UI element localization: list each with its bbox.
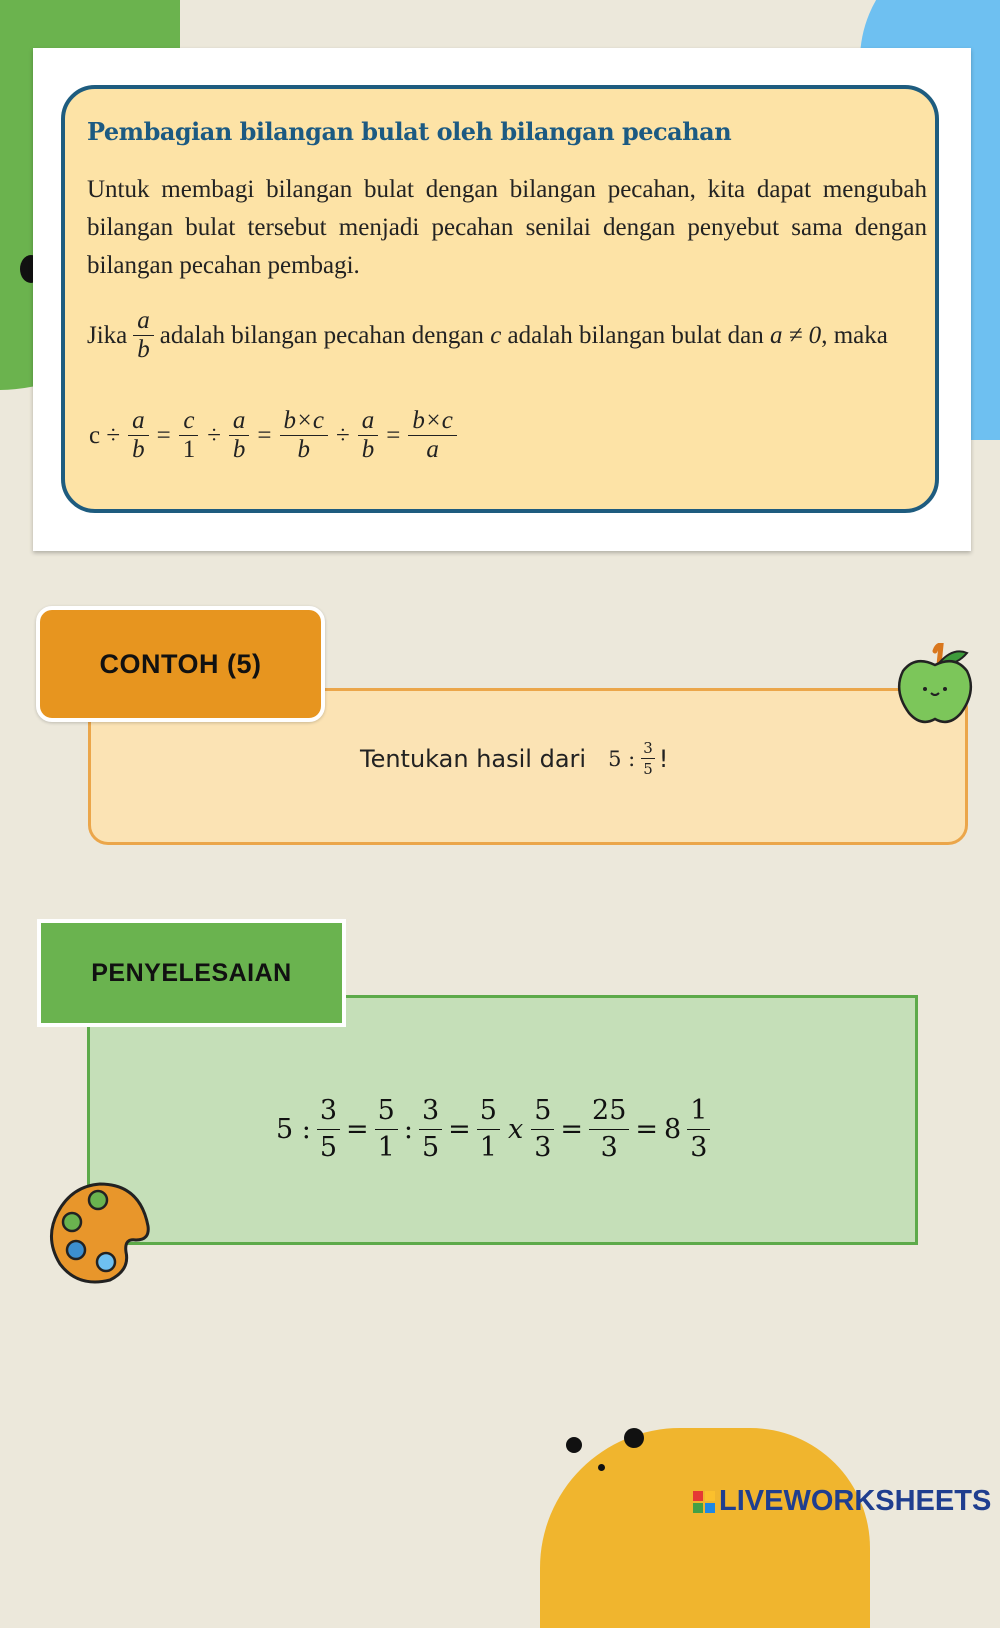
fraction [477, 1093, 500, 1166]
condition-text: adalah bilangan pecahan dengan [159, 321, 484, 349]
fraction-numerator: 5 [477, 1093, 500, 1130]
fraction-denominator: 1 [377, 1132, 395, 1163]
fraction [280, 407, 328, 464]
example-tab-label: CONTOH (5) [99, 648, 262, 679]
fraction [589, 1093, 629, 1166]
rule-formula [87, 407, 463, 464]
question-text: Tentukan hasil dari [360, 744, 587, 773]
rule-card [33, 48, 971, 551]
fraction-denominator: b [132, 436, 145, 463]
fraction-numerator: a [358, 407, 379, 436]
mixed-whole: 8 [664, 1114, 682, 1145]
equals-sign: = [386, 421, 401, 449]
fraction-denominator: 5 [643, 760, 653, 778]
fraction [229, 407, 250, 464]
fraction-denominator: b [137, 336, 150, 363]
equals-sign: = [257, 421, 272, 449]
example-tab [36, 606, 325, 722]
fraction-numerator: 1 [687, 1093, 710, 1130]
colon-sign: : [403, 1114, 413, 1145]
rule-paragraph: Untuk membagi bilangan bulat dengan bilangan pecahan, kita dapat mengubah bilangan bulat tersebut menjadi pecahan senilai dengan penyebut sama dengan bilangan pecahan pembagi. [87, 176, 927, 279]
paint-palette-icon [48, 1180, 152, 1286]
fraction [531, 1093, 554, 1166]
solution-equation [276, 1093, 716, 1166]
fraction-denominator: 5 [421, 1132, 440, 1163]
divide-sign: ÷ [207, 421, 221, 449]
jika-prefix: Jika [87, 321, 128, 349]
brand-watermark [693, 1485, 991, 1518]
question-end: ! [658, 744, 669, 773]
fraction-numerator: a [229, 407, 250, 436]
rule-box [61, 85, 939, 513]
background-dot [598, 1464, 605, 1471]
fraction-denominator: b [361, 436, 375, 463]
fraction-numerator: b×c [280, 407, 328, 436]
fraction [179, 407, 200, 464]
condition-inequality: a ≠ 0 [769, 321, 822, 349]
equals-sign: = [448, 1114, 471, 1145]
fraction [375, 1093, 398, 1166]
background-dot [566, 1437, 582, 1453]
rule-condition [87, 307, 888, 364]
fraction-denominator: 3 [690, 1132, 708, 1163]
fraction-denominator: 1 [479, 1132, 497, 1163]
fraction [358, 407, 379, 464]
condition-text: , maka [821, 321, 888, 349]
equals-sign: = [346, 1114, 369, 1145]
fraction [641, 738, 655, 779]
liveworksheets-logo-icon [693, 1491, 715, 1513]
fraction [687, 1093, 710, 1166]
fraction-denominator: 3 [534, 1132, 552, 1163]
condition-text: adalah bilangan bulat dan [507, 321, 764, 349]
fraction-numerator: 25 [589, 1093, 629, 1130]
background-blob-yellow [540, 1428, 870, 1628]
fraction [128, 407, 149, 464]
fraction-numerator: b×c [408, 407, 456, 436]
fraction [317, 1093, 340, 1166]
fraction-denominator: b [232, 436, 246, 463]
equals-sign: = [635, 1114, 658, 1145]
equals-sign: = [560, 1114, 584, 1145]
equals-sign: = [156, 421, 171, 449]
fraction-denominator: 1 [182, 436, 196, 463]
fraction [133, 307, 154, 364]
fraction-denominator: b [297, 436, 311, 463]
solution-tab [37, 919, 346, 1027]
fraction [408, 407, 456, 464]
background-dot [624, 1428, 644, 1448]
formula-lead: c ÷ [89, 421, 121, 449]
fraction-numerator: c [179, 407, 198, 436]
brand-name: LIVEWORKSHEETS [719, 1485, 992, 1517]
rule-title: Pembagian bilangan bulat oleh bilangan pecahan [87, 117, 732, 146]
solution-whole: 5 : [276, 1114, 311, 1145]
divide-sign: ÷ [336, 421, 350, 449]
apple-icon [895, 643, 977, 727]
fraction-numerator: 5 [531, 1093, 554, 1130]
question-whole: 5 : [608, 746, 636, 771]
fraction-denominator: a [426, 436, 439, 463]
fraction-denominator: 3 [600, 1132, 618, 1163]
fraction [419, 1093, 442, 1166]
fraction-numerator: a [133, 307, 154, 336]
fraction-numerator: 3 [317, 1093, 340, 1130]
example-question [360, 738, 668, 779]
fraction-denominator: 5 [319, 1132, 338, 1163]
fraction-numerator: 3 [643, 739, 653, 757]
fraction-numerator: 3 [419, 1093, 442, 1130]
times-sign: x [507, 1114, 524, 1145]
fraction-numerator: 5 [375, 1093, 398, 1130]
fraction-numerator: a [128, 407, 149, 436]
solution-tab-label: PENYELESAIAN [91, 958, 292, 987]
variable-c: c [490, 321, 502, 349]
